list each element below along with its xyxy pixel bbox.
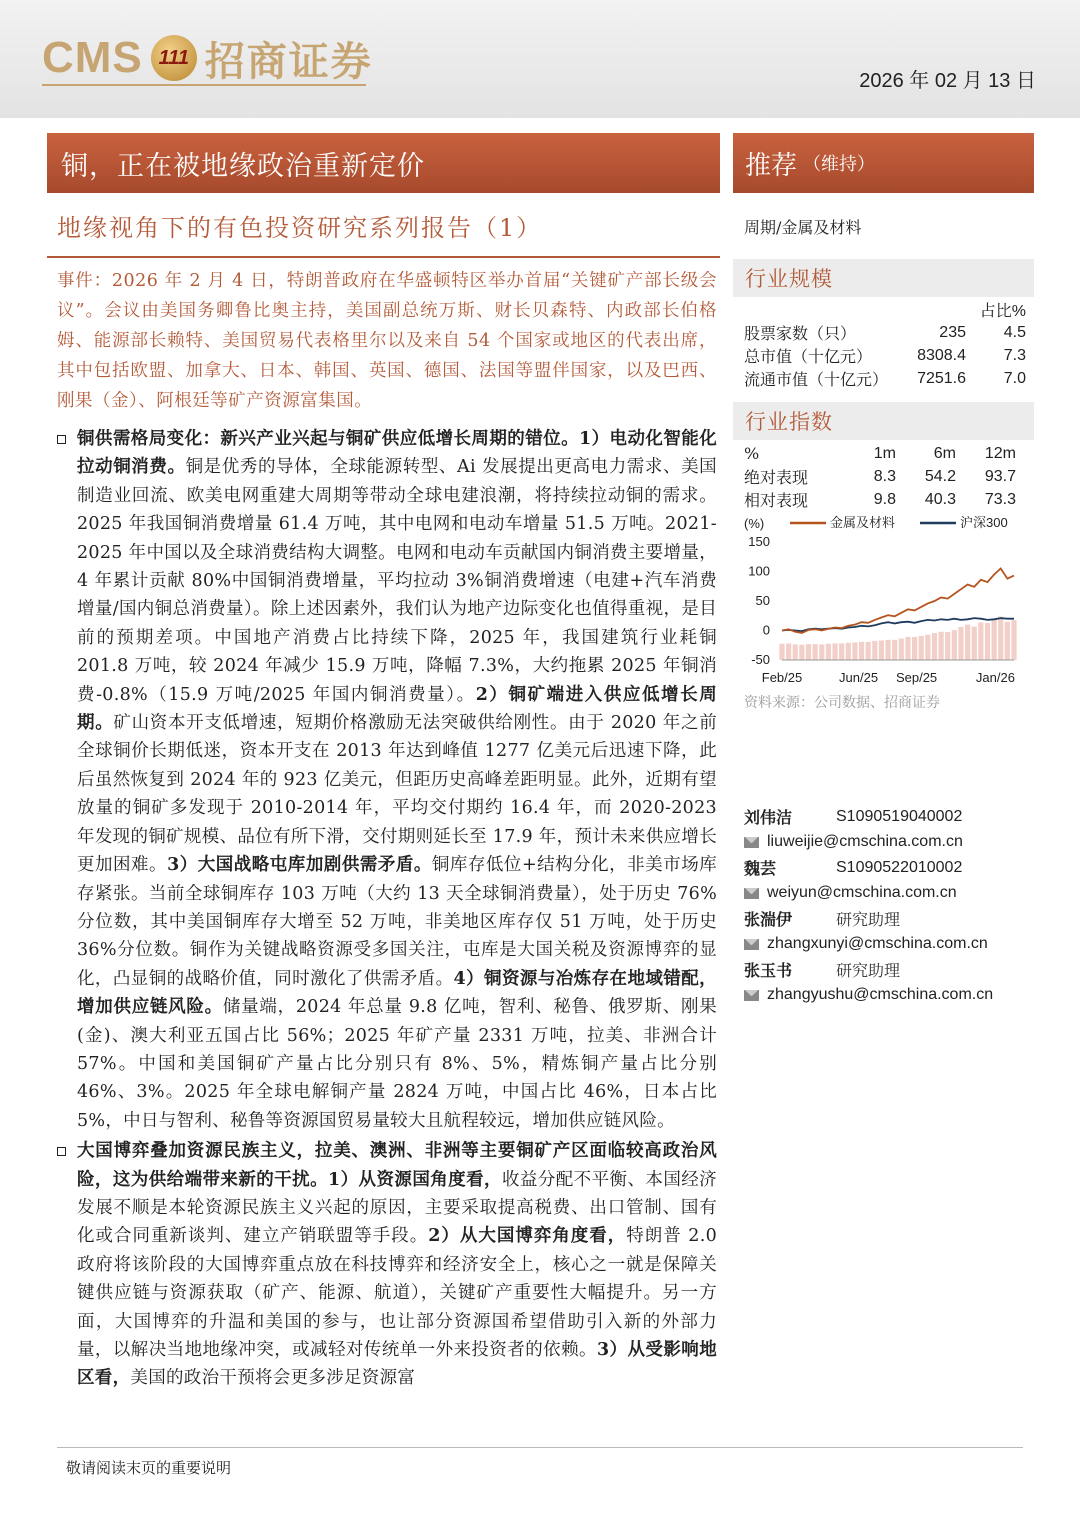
spread-bar [992,619,997,660]
industry-scale-header [733,259,1034,297]
spread-bar [813,644,818,660]
logo-text-cn: 招商证券 [204,37,373,85]
spread-bar [978,622,983,660]
row-label: 股票家数（只） [744,324,857,343]
spread-bar [892,640,897,660]
row-pct: 7.0 [1003,369,1026,387]
sector-label: 周期/金属及材料 [744,218,862,237]
row-pct: 7.3 [1003,346,1026,364]
logo-underline [42,84,366,86]
row-value: 7251.6 [917,369,966,387]
paragraph-heading: 大国博弈叠加资源民族主义，拉美、澳洲、非洲等主要铜矿产区面临较高政治风险，这为供给端带来新的干扰。 [77,1141,717,1190]
point-heading: 2）铜矿端进入供应低增长周期。 [77,684,718,734]
header-cell: 12m [984,444,1016,462]
analyst-email[interactable]: weiyun@cmschina.com.cn [767,884,957,902]
point-heading: 1）电动化智能化拉动铜消费。 [77,429,717,478]
analyst-row [744,804,1034,830]
email-icon [744,888,759,899]
paragraph-heading: 铜供需格局变化：新兴产业兴起与铜矿供应低增长周期的错位。 [77,429,580,449]
header-cell: 1m [873,444,896,462]
body-paragraph [57,1137,717,1393]
analyst-role: 研究助理 [836,961,901,981]
analyst-cert: S1090522010002 [836,858,963,876]
spread-bar [793,644,798,660]
industry-scale-title: 行业规模 [745,267,833,291]
analyst-role: 研究助理 [836,910,901,930]
cell-6m: 54.2 [924,467,956,485]
cell-1m: 9.8 [873,490,896,508]
point-heading: 1）从资源国角度看， [328,1169,502,1190]
x-tick-label: Jan/26 [975,670,1015,685]
index-chart [742,512,1032,690]
spread-bar [938,632,943,660]
spread-bar [912,637,917,660]
rating-label: 推荐 [745,150,798,181]
spread-bar [779,644,784,660]
header-cell: 6m [933,444,956,462]
chart-source: 资料来源：公司数据、招商证券 [744,695,940,711]
square-bullet-icon [57,1147,66,1156]
legend-label-metal: 金属及材料 [830,515,896,530]
legend-label-hs300: 沪深300 [960,515,1008,530]
footer-divider [57,1447,1023,1448]
y-axis-unit-label: (%) [744,516,765,531]
point-text: 收益分配不平衡、本国经济发展不顺是本轮资源民族主义兴起的原因，主要采取提高税费、出口管制、国有化或合同重新谈判、建立产销联盟等手段。 [77,1169,717,1247]
analyst-email-row [744,983,1034,1009]
spread-bar [905,637,910,660]
point-text: 矿山资本开支低增速，短期价格激励无法突破供给刚性。由于 2020 年之前全球铜价长期低迷，资本开支在 2013 年达到峰值 1277 亿美元后迅速下降，此后虽然恢复到 2024 年的 923 亿美元，但距历史高峰差距明显。此外，近期有望放量的铜矿多发现于 2010-2014 年，平均交付期约 16.4 年，而 2020-2023 年发现的铜矿规模、品位有所下滑，交付期则延长至 17.9 年，预计未来供应增长更加困难。 [77,713,717,876]
title-bar [47,133,720,193]
spread-bar [885,640,890,660]
analyst-row [744,957,1034,983]
analyst-email[interactable]: zhangyushu@cmschina.com.cn [767,986,994,1004]
spread-bar [866,642,871,660]
report-title: 铜，正在被地缘政治重新定价 [61,150,425,182]
spread-bar [932,633,937,660]
y-tick-label: -50 [751,652,770,667]
event-summary: 事件：2026 年 2 月 4 日，特朗普政府在华盛顿特区举办首届“关键矿产部长级会议”。会议由美国务卿鲁比奥主持，美国副总统万斯、财长贝森特、内政部长伯格姆、能源部长赖特、美国贸易代表格里尔以及来自 54 个国家或地区的代表出席，其中包括欧盟、加拿大、日本、韩国、英国、德国、法国等盟伴国家，以及巴西、刚果（金）、阿根廷等矿产资源富集国。 [57,271,717,411]
report-subtitle: 地缘视角下的有色投资研究系列报告（1） [57,214,543,242]
spread-bar [919,636,924,660]
spread-bar [899,639,904,660]
spread-bar [965,625,970,660]
analyst-list [744,804,1034,1008]
spread-bar [972,627,977,660]
spread-bar [826,644,831,660]
y-tick-label: 50 [755,593,770,608]
body-paragraph [57,425,717,1135]
analyst-row [744,855,1034,881]
row-label: 流通市值（十亿元） [744,370,889,389]
spread-bar [985,623,990,660]
spread-bar [819,644,824,660]
spread-bar [1011,620,1016,660]
table-row [744,321,1026,344]
y-tick-label: 0 [762,622,770,638]
analyst-email-row [744,830,1034,856]
spread-bar [998,617,1003,660]
spread-bar [958,627,963,660]
industry-index-table [744,442,1016,511]
logo-text-en: CMS [42,33,143,82]
spread-bar [1005,622,1010,660]
spread-bar [799,645,804,660]
email-icon [744,837,759,848]
row-value: 235 [939,323,966,341]
point-text: 铜是优秀的导体，全球能源转型、Ai 发展提出更高电力需求、美国制造业回流、欧美电网重建大周期等带动全球电建浪潮，将持续拉动铜的需求。2025 年我国铜消费增量 61.4 万吨，其中电网和电动车增量 51.5 万吨。2021-2025 年中国以及全球消费结构大调整。电网和电动车贡献国内铜消费主要增量，4 年累计贡献 80%中国铜消费增量，平均拉动 3%铜消费增速（电建+汽车消费增量/国内铜总消费量）。除上述因素外，我们认为地产边际变化也值得重视，是目前的预期差项。中国地产消费占比持续下降，2025 年，我国建筑行业耗铜 201.8 万吨，较 2024 年减少 15.9 万吨，降幅 7.3%，大约拖累 2025 年铜消费-0.8%（15.9 万吨/2025 年国内铜消费量）。 [77,457,717,705]
table-header-row [744,298,1026,321]
x-tick-label: Feb/25 [761,670,803,685]
report-date: 2026 年 02 月 13 日 [859,70,1036,92]
email-icon [744,939,759,950]
table-row [744,367,1026,390]
table-header-row [744,442,1016,465]
row-value: 8308.4 [917,346,966,364]
analyst-name: 张湍伊 [744,910,793,930]
x-tick-label: Sep/25 [895,670,938,685]
index-chart-svg [742,512,1032,690]
table-row [744,344,1026,367]
row-label: 绝对表现 [744,468,809,487]
spread-bar [806,644,811,660]
analyst-email[interactable]: zhangxunyi@cmschina.com.cn [767,935,988,953]
analyst-name: 魏芸 [744,859,777,879]
cell-12m: 73.3 [984,490,1016,508]
spread-bar [852,642,857,660]
cell-1m: 8.3 [873,467,896,485]
point-text: 铜库存低位+结构分化，非美市场库存紧张。当前全球铜库存 103 万吨（大约 13 天全球铜消费量），处于历史 76%分位数，其中美国铜库存大增至 52 万吨，非美地区库存仅 51 万吨，处于历史 36%分位数。铜作为关键战略资源受多国关注，屯库是大国关税及资源博弈的显化，凸显铜的战略价值，同时激化了供需矛盾。 [77,855,717,989]
industry-index-header [733,402,1034,440]
spread-bar [832,643,837,660]
spread-bar [952,630,957,660]
point-heading: 4）铜资源与冶炼存在地域错配，增加供应链风险。 [77,968,717,1018]
table-row [744,465,1016,488]
row-label: 相对表现 [744,491,809,510]
industry-index-title: 行业指数 [745,410,833,434]
spread-bar [925,635,930,660]
rating-status: （维持） [803,154,876,175]
industry-scale-table [744,298,1026,390]
point-text: 特朗普 2.0 政府将该阶段的大国博弈重点放在科技博弈和经济安全上，核心之一就是保障关键供应链与资源获取（矿产、能源、航道），关键矿产重要性大幅提升。另一方面，大国博弈的升温和美国的参与，也让部分资源国希望借助引入新的外部力量，以解决当地地缘冲突，或减轻对传统单一外来投资者的依赖。 [77,1226,718,1360]
point-text: 储量端，2024 年总量 9.8 亿吨，智利、秘鲁、俄罗斯、刚果(金)、澳大利亚五国占比 56%；2025 年矿产量 2331 万吨，拉美、非洲合计 57%。中国和美国铜矿产量占比分别只有 8%、5%，精炼铜产量占比分别 46%、3%。2025 年全球电解铜产量 2824 万吨，中国占比 46%，日本占比 5%，中日与智利、秘鲁等资源国贸易量较大且航程较远，增加供应链风险。 [77,997,717,1131]
header-cell: % [744,444,760,463]
analyst-email-row [744,881,1034,907]
analyst-cert: S1090519040002 [836,807,963,825]
spread-bar [859,642,864,660]
spread-bar [945,632,950,660]
x-tick-label: Jun/25 [839,670,879,685]
subtitle-divider [47,256,720,258]
spread-bar [879,641,884,660]
point-heading: 3）从受影响地区看， [77,1340,718,1389]
point-heading: 3）大国战略屯库加剧供需矛盾。 [167,855,432,876]
spread-bar [839,643,844,660]
rating-bar [733,133,1034,193]
pct-column-header: 占比% [979,303,1026,320]
point-text: 美国的政治干预将会更多涉足资源富 [130,1368,416,1389]
company-logo [42,32,373,84]
point-heading: 2）从大国博弈角度看， [428,1226,627,1247]
analyst-email[interactable]: liuweijie@cmschina.com.cn [767,833,963,851]
spread-bar [786,643,791,660]
row-label: 总市值（十亿元） [744,347,873,366]
cell-12m: 93.7 [984,467,1016,485]
footer-note: 敬请阅读末页的重要说明 [66,1459,232,1477]
row-pct: 4.5 [1003,323,1026,341]
y-tick-label: 150 [748,534,770,549]
cell-6m: 40.3 [924,490,956,508]
y-tick-label: 100 [748,563,770,579]
table-row [744,488,1016,511]
spread-bar [872,641,877,660]
analyst-email-row [744,932,1034,958]
analyst-row [744,906,1034,932]
logo-badge-icon: 111 [151,35,197,81]
analyst-name: 刘伟洁 [744,808,793,828]
email-icon [744,990,759,1001]
analyst-name: 张玉书 [744,961,793,981]
spread-bar [846,643,851,660]
report-body [57,425,717,1395]
square-bullet-icon [57,435,66,444]
